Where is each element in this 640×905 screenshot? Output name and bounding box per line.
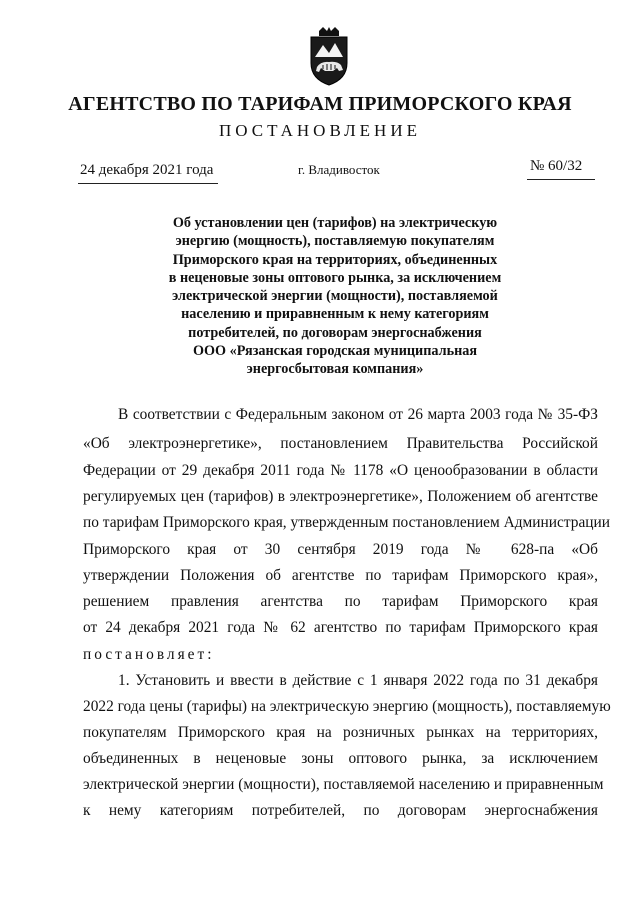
body-line: Федерации от 29 декабря 2011 года № 1178 «О ценообразовании в области [83,462,598,479]
body-line: по тарифам Приморского края, утвержденным постановлением Администрации [83,514,610,531]
body-line: утверждении Положения об агентстве по тарифам Приморского края», [83,567,598,584]
coat-of-arms-icon [301,27,357,87]
body-line: решением правления агентства по тарифам Приморского края [83,593,598,610]
agency-name: АГЕНТСТВО ПО ТАРИФАМ ПРИМОРСКОГО КРАЯ [68,93,572,115]
document-type: ПОСТАНОВЛЕНИЕ [218,121,421,140]
title-line: Об установлении цен (тарифов) на электрическую [172,215,498,231]
body-line: регулируемых цен (тарифов) в электроэнергетике», Положением об агентстве [83,488,598,505]
document-date: 24 декабря 2021 года [80,162,214,178]
document-title [150,214,520,379]
body-line-decree: постановляет: [83,646,215,663]
body-line: электрической энергии (мощности), поставляемой населению и приравненным [83,776,604,793]
date-underline [78,183,218,184]
body-line: В соответствии с Федеральным законом от 26 марта 2003 года № 35-ФЗ [118,406,598,423]
title-line: электрической энергии (мощности), поставляемой [172,288,498,305]
title-line: населению и приравненным к нему категориям [181,306,489,323]
body-line: Приморского края от 30 сентября 2019 года № 628-па «Об [83,541,598,558]
body-line: покупателям Приморского края на розничных рынках на территориях, [83,724,598,741]
body-line: объединенных в неценовые зоны оптового рынка, за исключением [83,750,598,767]
title-line: в неценовые зоны оптового рынка, за исключением [168,269,502,286]
number-underline [527,179,595,180]
body-line: «Об электроэнергетике», постановлением Правительства Российской [83,435,598,452]
body-line: 2022 года цены (тарифы) на электрическую энергию (мощность), поставляемую [83,698,611,715]
document-number: № 60/32 [530,158,583,174]
document-city: г. Владивосток [298,162,380,177]
body-line: от 24 декабря 2021 года № 62 агентство по тарифам Приморского края [83,619,598,636]
title-line: ООО «Рязанская городская муниципальная [192,343,478,360]
title-line: энергосбытовая компания» [246,361,424,378]
body-line: к нему категориям потребителей, по договорам энергоснабжения [83,802,598,819]
title-line: энергию (мощность), поставляемую покупателям [175,233,495,250]
body-line: 1. Установить и ввести в действие с 1 января 2022 года по 31 декабря [118,672,598,689]
title-line: потребителей, по договорам энергоснабжения [188,324,482,341]
title-line: Приморского края на территориях, объединенных [172,251,498,268]
